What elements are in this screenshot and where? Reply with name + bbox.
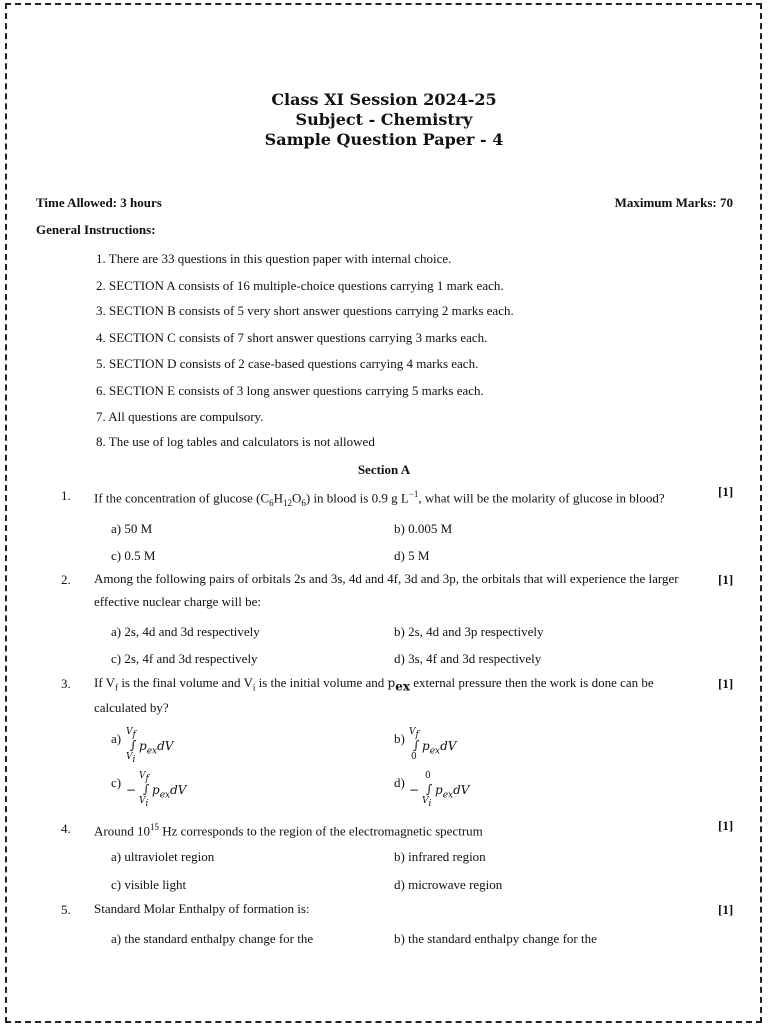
question-number: 1. bbox=[61, 488, 71, 503]
section-a-heading: Section A bbox=[357, 462, 411, 477]
instruction-item: 8. The use of log tables and calculators is not allowed bbox=[96, 434, 375, 449]
instruction-item: 1. There are 33 questions in this question paper with internal choice. bbox=[96, 251, 452, 266]
option-c: c) bbox=[111, 775, 122, 790]
integral-sign: ∫ bbox=[130, 738, 137, 752]
instruction-item: 3. SECTION B consists of 5 very short answer questions carrying 2 marks each. bbox=[96, 303, 514, 318]
option-d: d) bbox=[394, 775, 405, 790]
time-allowed: Time Allowed: 3 hours bbox=[36, 195, 162, 210]
instruction-item: 4. SECTION C consists of 7 short answer questions carrying 3 marks each. bbox=[96, 330, 488, 345]
integral-upper-limit: $V_f$ bbox=[409, 727, 419, 740]
maximum-marks: Maximum Marks: 70 bbox=[614, 195, 733, 210]
option-c: c) 2s, 4f and 3d respectively bbox=[111, 651, 258, 666]
integral-sign: ∫ bbox=[413, 738, 420, 752]
minus-sign: − bbox=[126, 783, 137, 797]
question-3-line-2: calculated by? bbox=[94, 700, 169, 715]
integral-sign: ∫ bbox=[143, 782, 150, 796]
question-number: 5. bbox=[61, 902, 71, 917]
class-session-title: Class XI Session 2024-25 bbox=[271, 90, 497, 109]
instruction-item: 7. All questions are compulsory. bbox=[96, 409, 264, 424]
instruction-item: 6. SECTION E consists of 3 long answer questions carrying 5 marks each. bbox=[96, 383, 484, 398]
integral-upper-limit: 0 bbox=[425, 771, 431, 781]
option-b: b) the standard enthalpy change for the bbox=[394, 931, 597, 946]
option-b: b) 2s, 4d and 3p respectively bbox=[394, 624, 544, 639]
option-a: a) 50 M bbox=[111, 521, 153, 536]
instruction-item: 5. SECTION D consists of 2 case-based questions carrying 4 marks each. bbox=[96, 356, 479, 371]
question-2-line-2: effective nuclear charge will be: bbox=[94, 594, 261, 609]
option-d: d) microwave region bbox=[394, 877, 503, 892]
question-4-text: Around $10^{15}$ Hz corresponds to the region of the electromagnetic spectrum bbox=[94, 822, 483, 839]
integral-lower-limit: 0 bbox=[411, 752, 417, 762]
option-c: c) 0.5 M bbox=[111, 548, 156, 563]
integrand: $p_{ex}dV$ bbox=[152, 783, 187, 801]
question-marks: [1] bbox=[718, 484, 734, 499]
question-marks: [1] bbox=[718, 818, 734, 833]
integral-upper-limit: $V_f$ bbox=[126, 727, 136, 740]
option-a: a) 2s, 4d and 3d respectively bbox=[111, 624, 260, 639]
minus-sign: − bbox=[409, 783, 420, 797]
general-instructions-heading: General Instructions: bbox=[36, 222, 156, 237]
integral-upper-limit: $V_f$ bbox=[139, 771, 149, 784]
option-b: b) infrared region bbox=[394, 849, 486, 864]
integral-lower-limit: $V_i$ bbox=[139, 796, 149, 809]
option-b: b) 0.005 M bbox=[394, 521, 453, 536]
integral-lower-limit: $V_i$ bbox=[422, 796, 432, 809]
option-d: d) 5 M bbox=[394, 548, 430, 563]
question-number: 2. bbox=[61, 572, 71, 587]
question-5-text: Standard Molar Enthalpy of formation is: bbox=[94, 901, 310, 916]
question-2-line-1: Among the following pairs of orbitals 2s and 3s, 4d and 4f, 3d and 3p, the orbitals that will experience the larger bbox=[94, 571, 679, 586]
question-3-line-1: If $V_f$ is the final volume and $V_i$ is the initial volume and $p_{ex}$ external pressure then the work is done can be bbox=[94, 675, 654, 694]
question-number: 4. bbox=[61, 821, 71, 836]
option-c: c) visible light bbox=[111, 877, 187, 892]
option-a: a) bbox=[111, 731, 122, 746]
integral-lower-limit: $V_i$ bbox=[126, 752, 136, 765]
option-d: d) 3s, 4f and 3d respectively bbox=[394, 651, 542, 666]
question-number: 3. bbox=[61, 676, 71, 691]
integrand: $p_{ex}dV$ bbox=[139, 739, 174, 757]
question-marks: [1] bbox=[718, 676, 734, 691]
option-b: b) bbox=[394, 731, 405, 746]
integral-sign: ∫ bbox=[426, 782, 433, 796]
question-1-text: If the concentration of glucose $(C_6H_{12}O_6)$ in blood is 0.9 g $L^{-1}$, what will be the molarity of glucose in blood? bbox=[94, 489, 665, 508]
instruction-item: 2. SECTION A consists of 16 multiple-choice questions carrying 1 mark each. bbox=[96, 278, 504, 293]
paper-title: Sample Question Paper - 4 bbox=[264, 130, 504, 149]
question-marks: [1] bbox=[718, 902, 734, 917]
integrand: $p_{ex}dV$ bbox=[435, 783, 470, 801]
integrand: $p_{ex}dV$ bbox=[422, 739, 457, 757]
subject-title: Subject - Chemistry bbox=[295, 110, 473, 129]
option-a: a) the standard enthalpy change for the bbox=[111, 931, 314, 946]
option-a: a) ultraviolet region bbox=[111, 849, 215, 864]
question-marks: [1] bbox=[718, 572, 734, 587]
